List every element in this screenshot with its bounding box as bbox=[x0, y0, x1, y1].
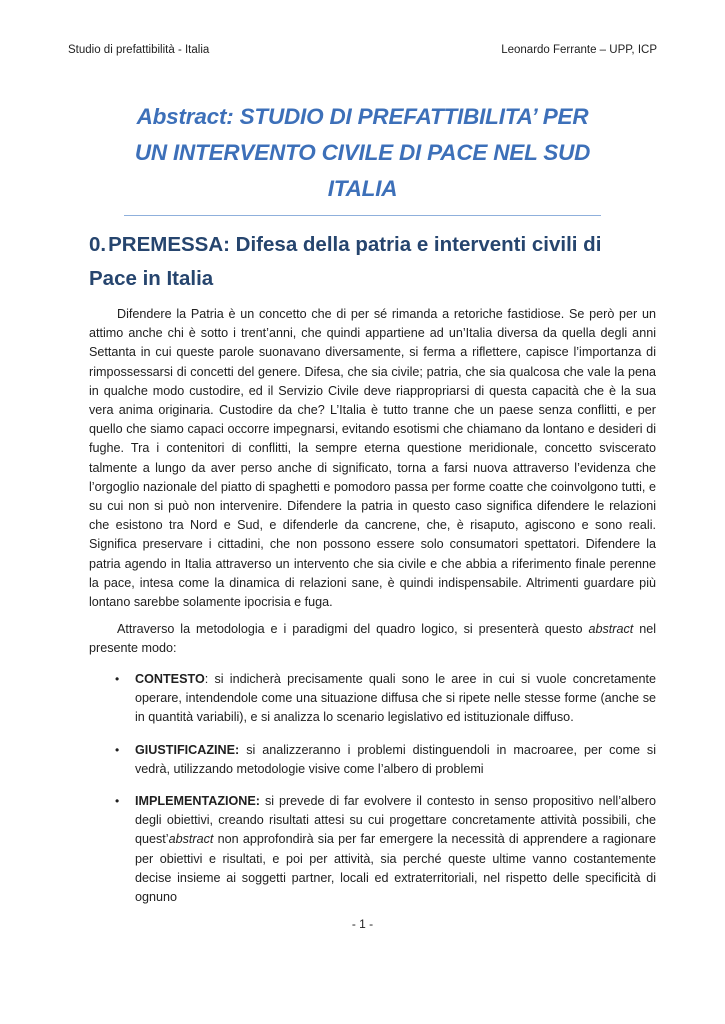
running-header bbox=[68, 44, 657, 60]
title-underline-divider bbox=[124, 215, 601, 216]
bullet-term: CONTESTO bbox=[135, 672, 205, 686]
heading-number: 0. bbox=[89, 233, 107, 256]
section-heading bbox=[89, 228, 656, 296]
header-left-text: Studio di prefattibilità - Italia bbox=[68, 44, 210, 56]
method-paragraph bbox=[89, 620, 656, 658]
bullet-text: : si indicherà precisamente quali sono le aree in cui si vuole concretamente operare, intendendole come una situazione diffusa che si ripete nelle stesse forme (anche se in quantità variabili), e si analizza lo scenario legislativo ed istituzionale diffuso. bbox=[135, 672, 656, 725]
bullet-term: GIUSTIFICAZINE: bbox=[135, 743, 240, 757]
method-text-before: Attraverso la metodologia e i paradigmi del quadro logico, si presenterà questo bbox=[117, 622, 589, 636]
bullet-dot-icon: • bbox=[115, 743, 120, 757]
title-line-3: ITALIA bbox=[327, 176, 398, 201]
intro-paragraph: Difendere la Patria è un concetto che di per sé rimanda a retoriche fastidiose. Se però per un attimo anche chi è sotto i trent’anni, che quindi appartiene ad un’Italia diversa da quella degli anni Settanta in cui queste parole suonavano diversamente, si ferma a riflettere, capisce l’importanza di rimpossessarsi di concetti del genere. Difesa, che sia civile; patria, che sia qualcosa che vale la pena in qualche modo custodire, ed il Servizio Civile deve riappropriarsi di questa capacità che è la sua vera anima originaria. Custodire da che? L’Italia è tutto tranne che un paese senza conflitti, e per quello che siamo capaci occorre impegnarsi, evitando esotismi che chiamano da lontano e desideri di fughe. Tra i contenitori di conflitti, la sempre eterna questione meridionale, concetto sviscerato talmente a lungo da aver perso anche di significato, torna a farsi nuova attraverso l’evidenza che l’orgoglio nazionale del piatto di spaghetti e pomodoro passa per forme coatte che coinvolgono tutti, e su cui non si può non intervenire. Difendere la patria in questo caso significa difendere le relazioni che esistono tra Nord e Sud, e difenderle da cancrene, che, è risaputo, agiscono e sono reali. Significa preservare i cittadini, che non possono essere solo consumatori spettatori. Difendere la patria agendo in Italia attraverso un intervento che sia civile e che abbia a riferimento finale perenne la pace, intesa come la dinamica di relazioni sane, è quindi indispensabile. Altrimenti guardare più lontano sarebbe solamente ipocrisia e fuga. bbox=[89, 307, 656, 610]
page-number: - 1 - bbox=[351, 917, 374, 931]
document-title bbox=[90, 99, 635, 207]
method-text-italic: abstract bbox=[588, 622, 634, 636]
bullet-dot-icon: • bbox=[115, 672, 120, 686]
bullet-text-after: non approfondirà sia per far emergere la necessità di apprendere a ragionare per obiettivi e risultati, e poi per attività, sia perché queste ultime vanno costantemente decise insieme ai soggetti partner, locali ed extraterritoriali, nel rispetto delle specificità di ognuno bbox=[135, 832, 656, 905]
heading-line-2: Pace in Italia bbox=[89, 267, 214, 290]
bullet-text-italic: abstract bbox=[168, 832, 214, 847]
bullet-text: si analizzeranno i problemi distinguendoli in macroaree, per come si vedrà, utilizzando metodologie visive come l’albero di problemi bbox=[135, 743, 656, 777]
method-text-after: nel presente modo: bbox=[89, 622, 657, 656]
header-right-text: Leonardo Ferrante – UPP, ICP bbox=[501, 44, 657, 56]
bullet-text-before: si prevede di far evolvere il contesto in senso propositivo nell’albero degli obiettivi, creando risultati attesi su cui progettare concretamente attività possibili, che quest’ bbox=[135, 794, 656, 847]
heading-line-1: PREMESSA: Difesa della patria e interventi civili di bbox=[108, 233, 602, 256]
bullet-dot-icon: • bbox=[115, 794, 120, 808]
title-line-2: UN INTERVENTO CIVILE DI PACE NEL SUD bbox=[134, 140, 591, 165]
title-line-1: Abstract: STUDIO DI PREFATTIBILITA’ PER bbox=[136, 104, 589, 129]
bullet-term: IMPLEMENTAZIONE: bbox=[135, 794, 260, 808]
